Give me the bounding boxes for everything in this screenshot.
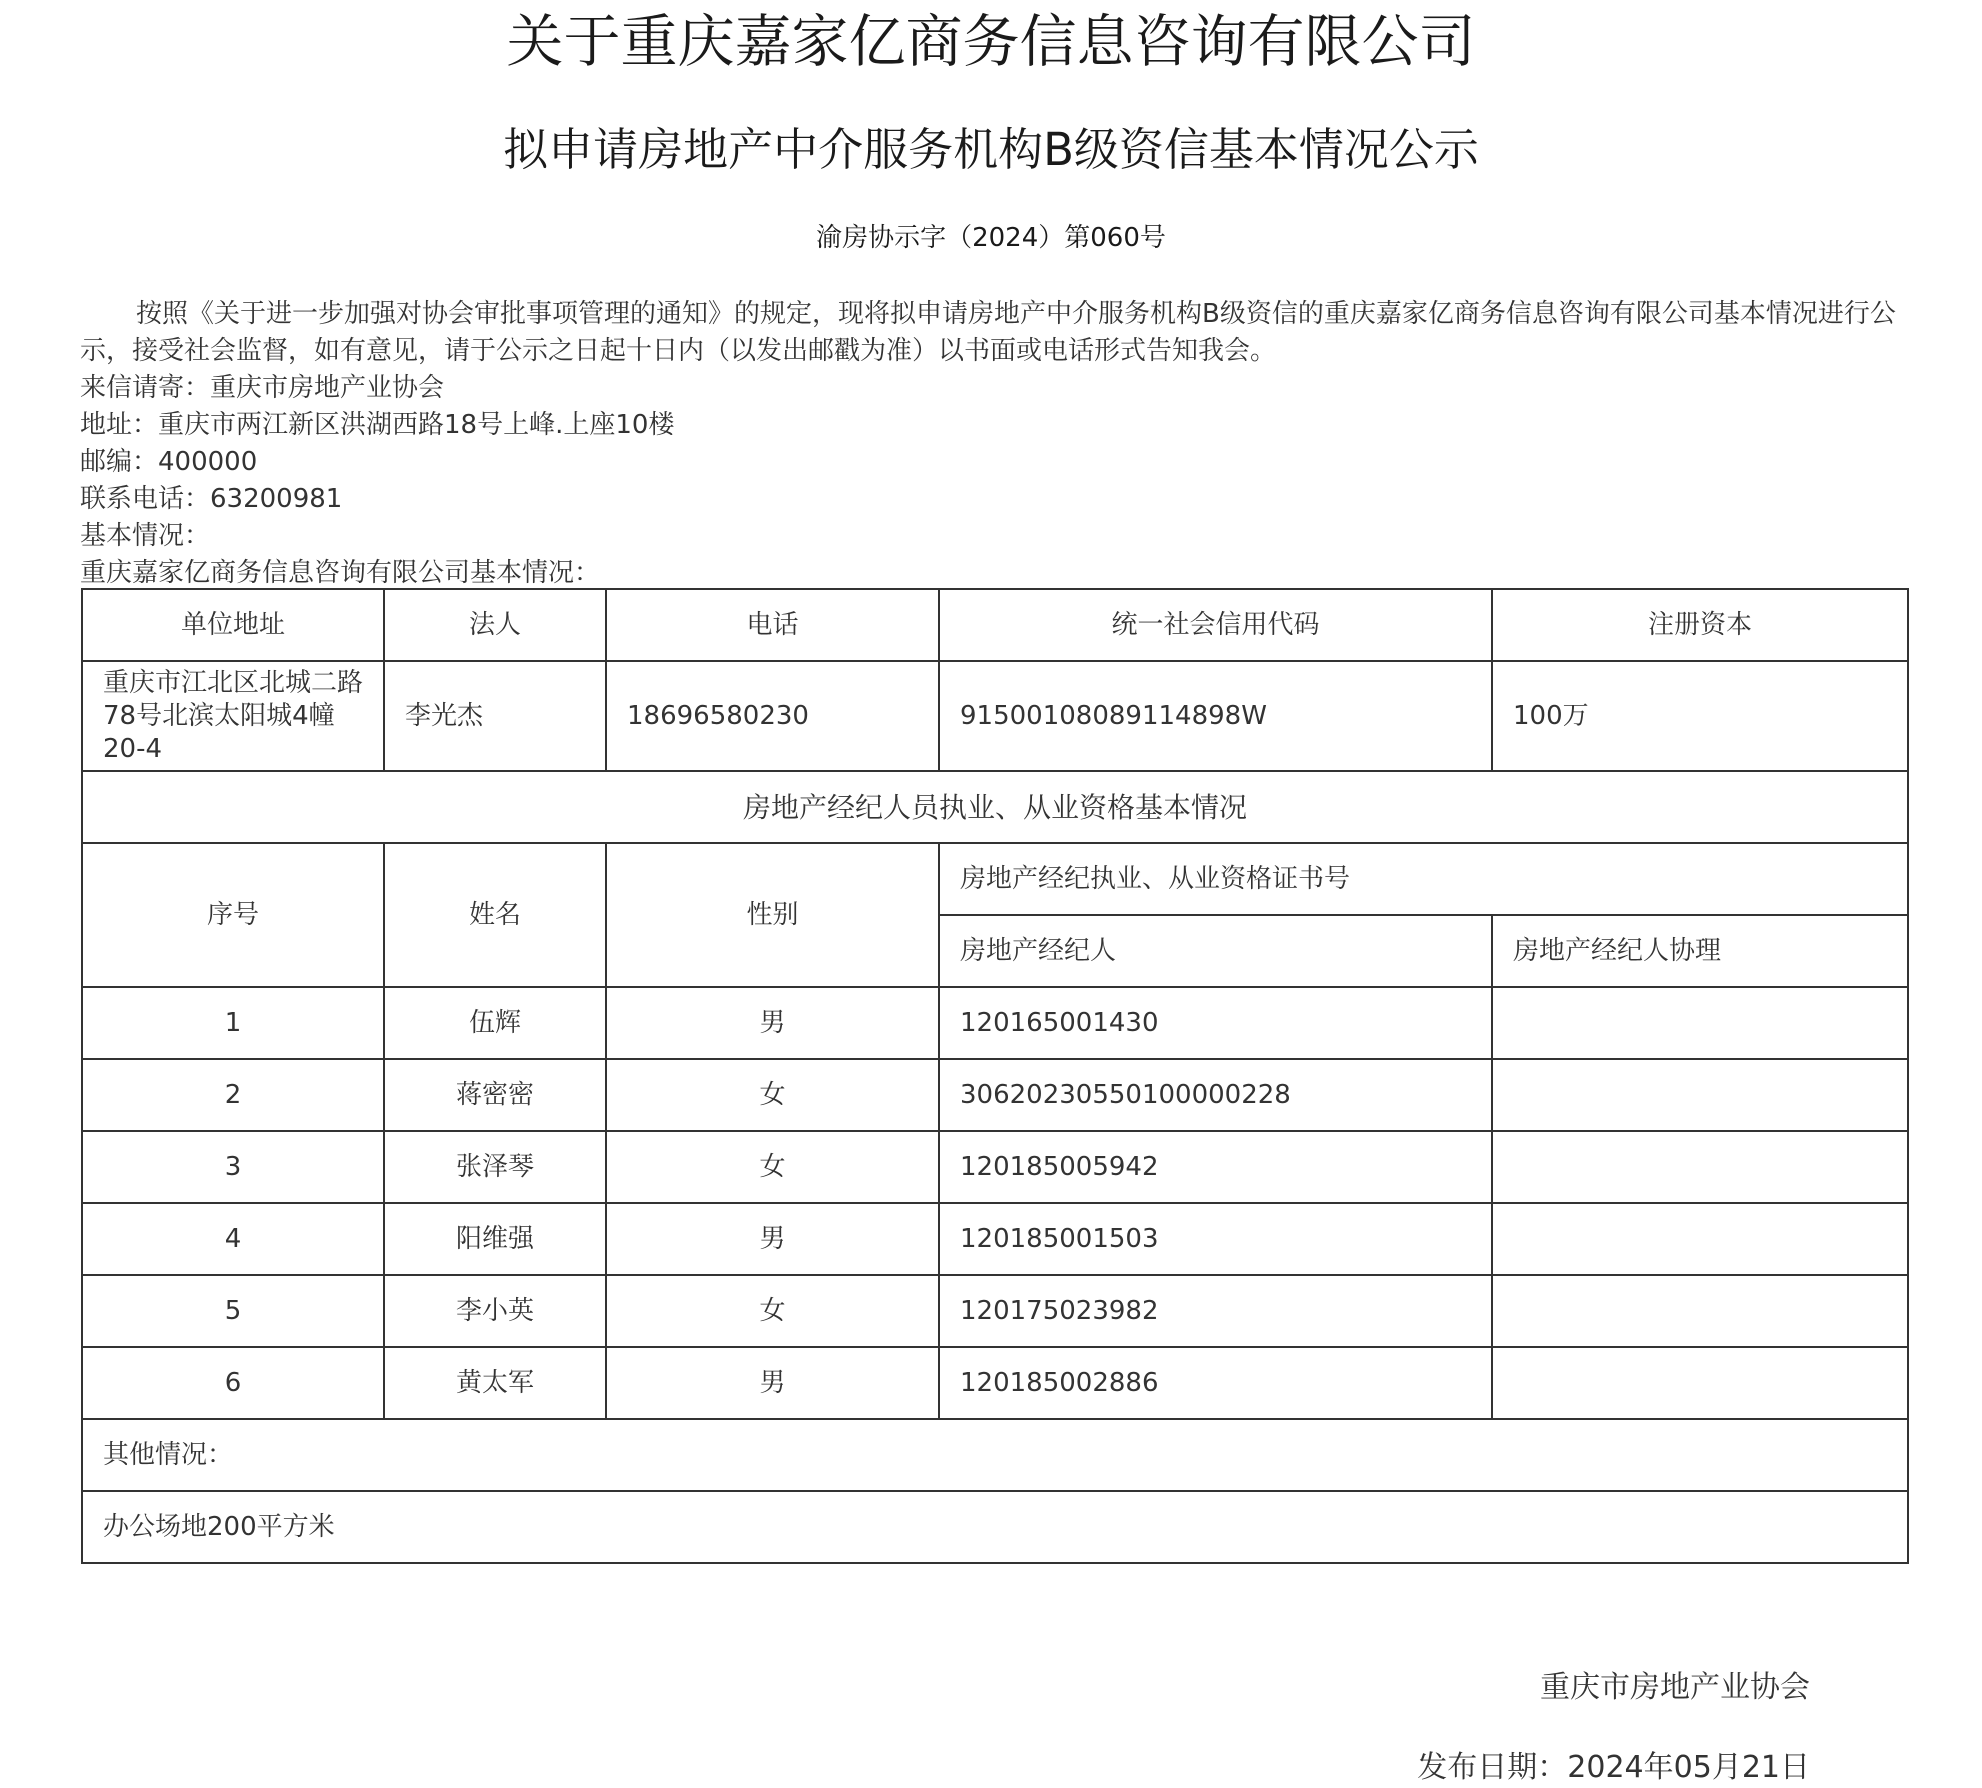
header-legal-person: 法人 [384, 589, 606, 661]
header-phone: 电话 [606, 589, 939, 661]
header-gender: 性别 [606, 843, 939, 987]
table-row [82, 1131, 1908, 1203]
agent-name: 伍辉 [384, 987, 606, 1059]
header-capital: 注册资本 [1492, 589, 1908, 661]
phone-line: 联系电话：63200981 [80, 484, 343, 514]
header-assistant-cert: 房地产经纪人协理 [1492, 915, 1908, 987]
header-cert-group: 房地产经纪执业、从业资格证书号 [939, 843, 1908, 915]
assistant-cert [1492, 987, 1908, 1059]
basic-info-label: 基本情况： [80, 521, 211, 551]
table-row [82, 1203, 1908, 1275]
company-credit-code: 91500108089114898W [939, 661, 1492, 771]
company-capital: 100万 [1492, 661, 1908, 771]
agent-name: 蒋密密 [384, 1059, 606, 1131]
company-address: 重庆市江北区北城二路78号北滨太阳城4幢20-4 [82, 661, 384, 771]
agent-gender: 女 [606, 1131, 939, 1203]
intro-paragraph: 按照《关于进一步加强对协会审批事项管理的通知》的规定，现将拟申请房地产中介服务机构B级资信的重庆嘉家亿商务信息咨询有限公司基本情况进行公示，接受社会监督，如有意见，请于公示之日起十日内（以发出邮戳为准）以书面或电话形式告知我会。 [80, 299, 1896, 366]
header-credit-code: 统一社会信用代码 [939, 589, 1492, 661]
agent-cert: 120185001503 [939, 1203, 1492, 1275]
agent-cert: 120175023982 [939, 1275, 1492, 1347]
agent-gender: 男 [606, 1203, 939, 1275]
issuing-organization: 重庆市房地产业协会 [1540, 1670, 1810, 1705]
company-header-row [82, 589, 1908, 661]
agent-index: 3 [82, 1131, 384, 1203]
address-line: 地址：重庆市两江新区洪湖西路18号上峰.上座10楼 [80, 410, 675, 440]
notice-subtitle: 拟申请房地产中介服务机构B级资信基本情况公示 [503, 123, 1479, 176]
agent-name: 阳维强 [384, 1203, 606, 1275]
table-row [82, 1347, 1908, 1419]
assistant-cert [1492, 1059, 1908, 1131]
notice-title: 关于重庆嘉家亿商务信息咨询有限公司 [506, 9, 1476, 75]
other-info-content: 办公场地200平方米 [82, 1491, 1908, 1563]
notice-body [80, 296, 1910, 592]
header-agent-cert: 房地产经纪人 [939, 915, 1492, 987]
agent-gender: 男 [606, 987, 939, 1059]
agent-gender: 女 [606, 1275, 939, 1347]
table-row [82, 987, 1908, 1059]
other-content-row [82, 1491, 1908, 1563]
company-phone: 18696580230 [606, 661, 939, 771]
agent-name: 黄太军 [384, 1347, 606, 1419]
header-index: 序号 [82, 843, 384, 987]
agent-index: 4 [82, 1203, 384, 1275]
agent-cert: 30620230550100000228 [939, 1059, 1492, 1131]
agent-cert: 120185002886 [939, 1347, 1492, 1419]
agents-header-row-1 [82, 843, 1908, 915]
publish-date: 发布日期：2024年05月21日 [1417, 1750, 1810, 1785]
agent-index: 2 [82, 1059, 384, 1131]
assistant-cert [1492, 1131, 1908, 1203]
table-row [82, 1275, 1908, 1347]
agent-index: 5 [82, 1275, 384, 1347]
agent-name: 李小英 [384, 1275, 606, 1347]
company-legal-person: 李光杰 [384, 661, 606, 771]
assistant-cert [1492, 1347, 1908, 1419]
agent-index: 1 [82, 987, 384, 1059]
other-label-row [82, 1419, 1908, 1491]
table-row [82, 1059, 1908, 1131]
assistant-cert [1492, 1203, 1908, 1275]
header-address: 单位地址 [82, 589, 384, 661]
agent-cert: 120185005942 [939, 1131, 1492, 1203]
agents-section-title: 房地产经纪人员执业、从业资格基本情况 [82, 771, 1908, 843]
agent-name: 张泽琴 [384, 1131, 606, 1203]
company-row [82, 661, 1908, 771]
postcode-line: 邮编：400000 [80, 447, 258, 477]
agent-gender: 女 [606, 1059, 939, 1131]
assistant-cert [1492, 1275, 1908, 1347]
info-table [81, 588, 1909, 1564]
document-number: 渝房协示字（2024）第060号 [816, 223, 1166, 253]
company-info-label: 重庆嘉家亿商务信息咨询有限公司基本情况： [80, 558, 601, 588]
agent-gender: 男 [606, 1347, 939, 1419]
header-name: 姓名 [384, 843, 606, 987]
mail-to-line: 来信请寄：重庆市房地产业协会 [80, 373, 445, 403]
agent-cert: 120165001430 [939, 987, 1492, 1059]
agents-section-row [82, 771, 1908, 843]
agent-index: 6 [82, 1347, 384, 1419]
other-info-label: 其他情况： [82, 1419, 1908, 1491]
